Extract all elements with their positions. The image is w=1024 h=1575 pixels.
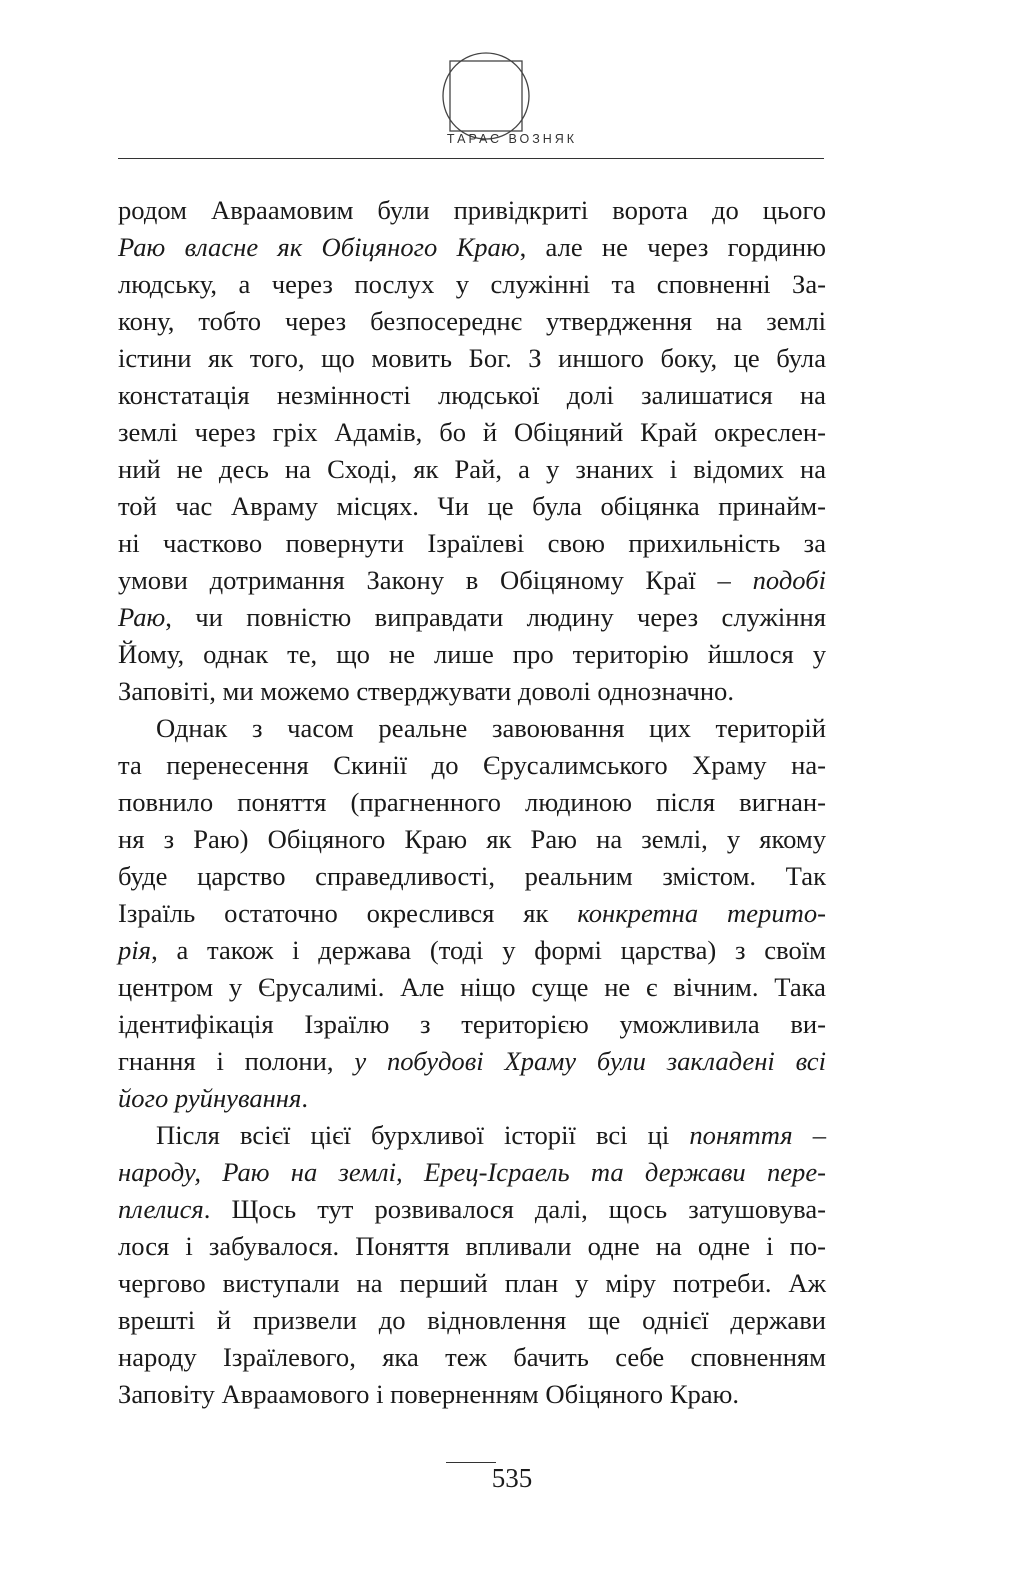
text-segment: лося і забувалося. Поняття впливали одне на одне і по-	[118, 1231, 826, 1261]
text-line	[118, 340, 826, 377]
paragraph	[118, 1117, 826, 1413]
text-line	[118, 710, 826, 747]
text-line	[118, 414, 826, 451]
text-line	[118, 525, 826, 562]
text-line	[118, 1191, 826, 1228]
italic-text: рія	[118, 935, 152, 965]
italic-text: у побудові Храму були закладені всі	[354, 1046, 826, 1076]
text-line	[118, 562, 826, 599]
text-line	[118, 1006, 826, 1043]
text-segment: ний не десь на Сході, як Рай, а у знаних і відомих на	[118, 454, 826, 484]
text-segment: ідентифікація Ізраїлю з територією уможливила ви-	[118, 1009, 826, 1039]
body-text	[118, 192, 826, 1413]
text-line	[118, 1228, 826, 1265]
text-line	[118, 895, 826, 932]
italic-text: його руйнування	[118, 1083, 302, 1113]
text-line	[118, 1265, 826, 1302]
header-rule	[118, 158, 824, 159]
italic-text: Раю власне як Обіцяного Краю	[118, 232, 520, 262]
text-segment: .	[301, 1083, 309, 1113]
paragraph	[118, 710, 826, 1117]
italic-text: плелися	[118, 1194, 204, 1224]
text-segment: , чи повністю виправдати людину через служіння	[165, 602, 826, 632]
text-segment: ні частково повернути Ізраїлеві свою прихильність за	[118, 528, 826, 558]
text-segment: центром у Єрусалимі. Але ніщо суще не є вічним. Така	[118, 972, 826, 1002]
text-segment: Ізраїль остаточно окреслився як	[118, 898, 578, 928]
text-line	[118, 1154, 826, 1191]
text-line	[118, 377, 826, 414]
text-segment: народу Ізраїлевого, яка теж бачить себе сповненням	[118, 1342, 826, 1372]
text-line	[118, 1043, 826, 1080]
text-segment: , а також і держава (тоді у формі царства) з своїм	[151, 935, 826, 965]
text-segment: буде царство справедливості, реальним змістом. Так	[118, 861, 826, 891]
text-line	[118, 229, 826, 266]
text-line	[118, 673, 826, 710]
text-segment: Однак з часом реальне завоювання цих територій	[156, 713, 826, 743]
text-line	[118, 488, 826, 525]
italic-text: подобі	[752, 565, 826, 595]
text-segment: Йому, однак те, що не лише про територію йшлося у	[118, 639, 826, 669]
italic-text: народу, Раю на землі, Ерец-Ісраель та держави пере-	[118, 1157, 826, 1187]
text-line	[118, 821, 826, 858]
text-line	[118, 858, 826, 895]
circle-square-emblem-icon	[436, 49, 536, 145]
text-segment: кону, тобто через безпосереднє утвердження на землі	[118, 306, 826, 336]
text-segment: той час Авраму місцях. Чи це була обіцянка принайм-	[118, 491, 826, 521]
text-segment: Заповіті, ми можемо стверджувати доволі однозначно.	[118, 676, 735, 706]
italic-text: конкретна терито-	[577, 898, 826, 928]
paragraph	[118, 192, 826, 710]
text-line	[118, 1339, 826, 1376]
page-number: 535	[491, 1463, 533, 1493]
text-segment: родом Авраамовим були привідкриті ворота до цього	[118, 195, 826, 225]
text-line	[118, 1376, 826, 1413]
text-line	[118, 932, 826, 969]
text-segment: , але не через гординю	[519, 232, 826, 262]
text-segment: врешті й призвели до відновлення ще однієї держави	[118, 1305, 826, 1335]
text-segment: Заповіту Авраамового і поверненням Обіцяного Краю.	[118, 1379, 740, 1409]
text-line	[118, 784, 826, 821]
text-line	[118, 1302, 826, 1339]
italic-text: поняття –	[689, 1120, 826, 1150]
text-segment: гнання і полони,	[118, 1046, 355, 1076]
text-line	[118, 1117, 826, 1154]
text-segment: умови дотримання Закону в Обіцяному Краї –	[118, 565, 753, 595]
text-line	[118, 303, 826, 340]
text-segment: констатація незмінності людської долі залишатися на	[118, 380, 826, 410]
text-segment: чергово виступали на перший план у міру потреби. Аж	[118, 1268, 826, 1298]
text-line	[118, 1080, 826, 1117]
text-line	[118, 451, 826, 488]
text-segment: людську, а через послух у служінні та сповненні За-	[118, 269, 826, 299]
text-segment: та перенесення Скинії до Єрусалимського Храму на-	[118, 750, 826, 780]
running-head: ТАРАС ВОЗНЯК	[446, 132, 578, 146]
text-segment: істини як того, що мовить Бог. З иншого боку, це була	[118, 343, 826, 373]
text-line	[118, 636, 826, 673]
text-line	[118, 747, 826, 784]
text-segment: повнило поняття (прагненного людиною після вигнан-	[118, 787, 826, 817]
text-segment: землі через гріх Адамів, бо й Обіцяний Край окреслен-	[118, 417, 826, 447]
text-line	[118, 192, 826, 229]
text-line	[118, 969, 826, 1006]
text-line	[118, 599, 826, 636]
text-line	[118, 266, 826, 303]
italic-text: Раю	[118, 602, 166, 632]
text-segment: ня з Раю) Обіцяного Краю як Раю на землі, у якому	[118, 824, 826, 854]
text-segment: Після всієї цієї бурхливої історії всі ці	[156, 1120, 690, 1150]
text-segment: . Щось тут розвивалося далі, щось затушовува-	[203, 1194, 826, 1224]
